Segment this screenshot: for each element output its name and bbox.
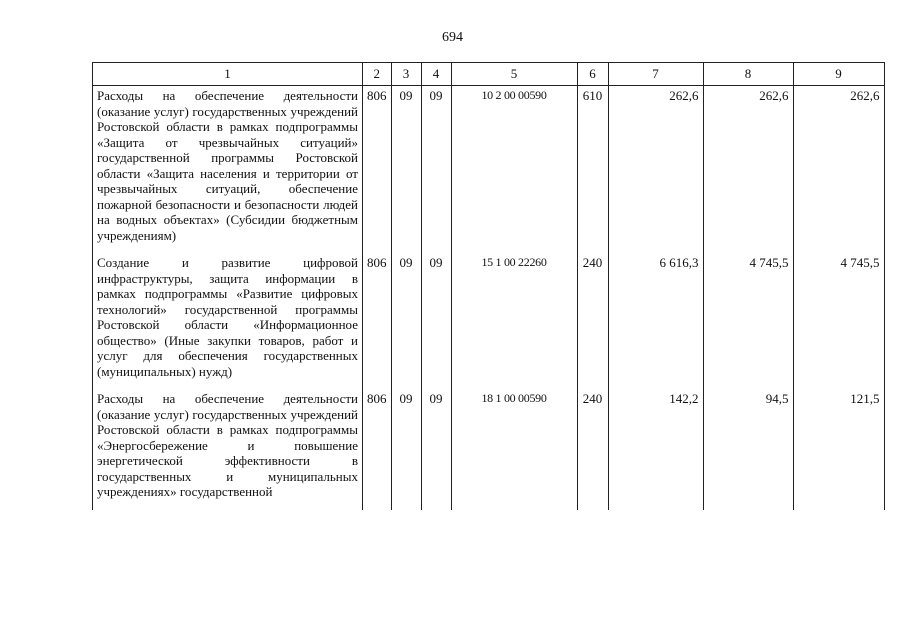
section-code: 09: [391, 253, 421, 389]
column-header-5: 5: [451, 63, 577, 86]
section-code: 09: [391, 86, 421, 254]
page-number: 694: [442, 30, 463, 45]
subsection-code: 09: [421, 86, 451, 254]
amount-col9: 262,6: [793, 86, 884, 254]
table-row: [93, 86, 885, 254]
amount-col7: 262,6: [608, 86, 703, 254]
row-description: Расходы на обеспечение деятельности (оказание услуг) государственных учреждений Ростовской области в рамках подпрограммы «Энергосбережение и повышение энергетической эффективности в государственных и муниципальных учреждениях» государственной: [93, 389, 363, 510]
subsection-code: 09: [421, 389, 451, 510]
expense-type-code: 240: [577, 389, 608, 510]
ministry-code: 806: [363, 389, 392, 510]
budget-table: [92, 62, 885, 510]
amount-col8: 94,5: [703, 389, 793, 510]
table-row: [93, 253, 885, 389]
column-header-4: 4: [421, 63, 451, 86]
ministry-code: 806: [363, 253, 392, 389]
target-article-code: 10 2 00 00590: [451, 86, 577, 254]
column-header-8: 8: [703, 63, 793, 86]
amount-col8: 262,6: [703, 86, 793, 254]
amount-col7: 142,2: [608, 389, 703, 510]
column-header-9: 9: [793, 63, 884, 86]
ministry-code: 806: [363, 86, 392, 254]
amount-col8: 4 745,5: [703, 253, 793, 389]
column-header-6: 6: [577, 63, 608, 86]
column-header-1: 1: [93, 63, 363, 86]
section-code: 09: [391, 389, 421, 510]
amount-col9: 4 745,5: [793, 253, 884, 389]
column-header-2: 2: [363, 63, 392, 86]
amount-col7: 6 616,3: [608, 253, 703, 389]
row-description: Создание и развитие цифровой инфраструктуры, защита информации в рамках подпрограммы «Развитие цифровых технологий» государственной программы Ростовской области «Информационное общество» (Иные закупки товаров, работ и услуг для обеспечения государственных (муниципальных) нужд): [93, 253, 363, 389]
subsection-code: 09: [421, 253, 451, 389]
target-article-code: 15 1 00 22260: [451, 253, 577, 389]
column-header-7: 7: [608, 63, 703, 86]
target-article-code: 18 1 00 00590: [451, 389, 577, 510]
table-row: [93, 389, 885, 510]
expense-type-code: 610: [577, 86, 608, 254]
column-header-3: 3: [391, 63, 421, 86]
header-row: [93, 63, 885, 86]
amount-col9: 121,5: [793, 389, 884, 510]
row-description: Расходы на обеспечение деятельности (оказание услуг) государственных учреждений Ростовской области в рамках подпрограммы «Защита от чрезвычайных ситуаций» государственной программы Ростовской области «Защита населения и территории от чрезвычайных ситуаций, обеспечение пожарной безопасности и безопасности людей на водных объектах» (Субсидии бюджетным учреждениям): [93, 86, 363, 254]
expense-type-code: 240: [577, 253, 608, 389]
